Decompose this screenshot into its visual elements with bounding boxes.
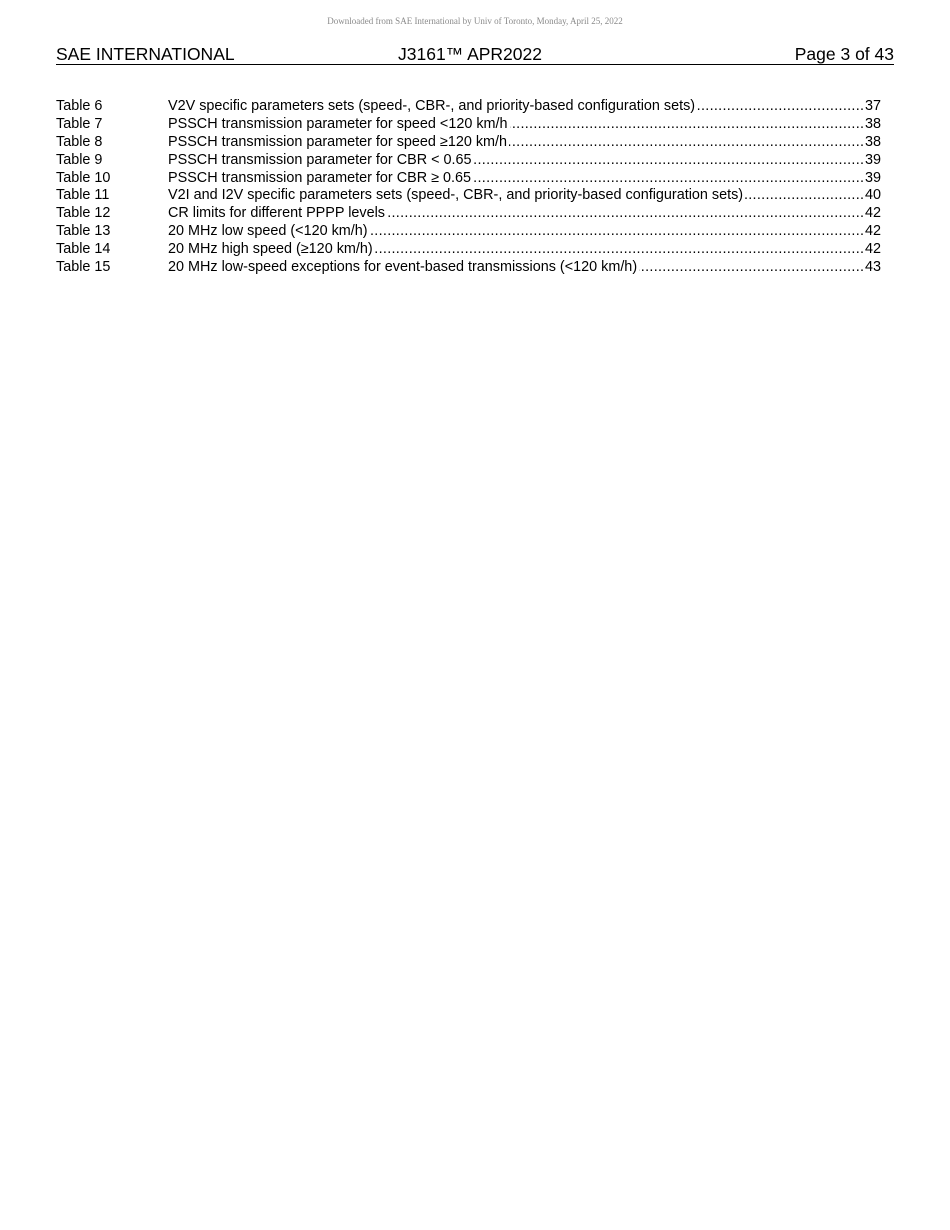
toc-entry-title: 20 MHz low-speed exceptions for event-based transmissions (<120 km/h) .....	[168, 259, 863, 277]
toc-entry-title: PSSCH transmission parameter for CBR < 0.65 .....	[168, 152, 863, 170]
toc-entry-label: Table 12	[56, 205, 111, 222]
toc-entry-label: Table 7	[56, 115, 103, 132]
toc-entry-page: 40	[864, 187, 881, 204]
toc-entry-title: PSSCH transmission parameter for CBR ≥ 0.65 .....	[168, 170, 863, 188]
toc-entry-title: 20 MHz high speed (≥120 km/h) .....	[168, 241, 863, 259]
toc-entry-page: 39	[864, 151, 881, 168]
toc-entry-page: 37	[864, 98, 881, 114]
toc-entry-label: Table 11	[56, 187, 110, 204]
toc-entry-page: 42	[864, 205, 881, 222]
toc-entry[interactable]	[56, 205, 881, 223]
toc-entry[interactable]	[56, 241, 881, 259]
toc-entry[interactable]	[56, 152, 881, 170]
toc-entry-label: Table 9	[56, 151, 103, 168]
toc-entry-page: 42	[864, 241, 881, 258]
toc-entry-page: 39	[864, 169, 881, 186]
toc-entry-label: Table 14	[56, 241, 111, 258]
publisher-name: SAE INTERNATIONAL	[56, 44, 235, 64]
toc-entry-label: Table 8	[56, 133, 103, 150]
toc-entry[interactable]	[56, 223, 881, 241]
toc-entry[interactable]	[56, 259, 881, 277]
toc-entry-title: V2I and I2V specific parameters sets (speed-, CBR-, and priority-based configuration sets) .....	[168, 187, 863, 205]
toc-entry-label: Table 6	[56, 98, 103, 114]
toc-entry[interactable]	[56, 170, 881, 188]
toc-entry-page: 43	[864, 259, 881, 276]
toc-entry-title: 20 MHz low speed (<120 km/h) .....	[168, 223, 863, 241]
toc-entry-label: Table 13	[56, 223, 111, 240]
toc-entry-title: V2V specific parameters sets (speed-, CBR-, and priority-based configuration sets) .....	[168, 98, 863, 116]
toc-entry[interactable]	[56, 98, 881, 116]
download-watermark: Downloaded from SAE International by Univ of Toronto, Monday, April 25, 2022	[327, 16, 623, 26]
toc-entry-page: 38	[864, 133, 881, 150]
toc-entry-label: Table 15	[56, 259, 111, 276]
page-number: Page 3 of 43	[794, 44, 894, 64]
toc-entry[interactable]	[56, 187, 881, 205]
toc-entry[interactable]	[56, 116, 881, 134]
toc-entry-page: 42	[864, 223, 881, 240]
toc-entry[interactable]	[56, 134, 881, 152]
toc-entry-page: 38	[864, 115, 881, 132]
toc-entry-title: PSSCH transmission parameter for speed ≥120 km/h .....	[168, 134, 863, 152]
list-of-tables	[56, 98, 881, 277]
document-id: J3161™ APR2022	[398, 44, 542, 64]
toc-entry-title: CR limits for different PPPP levels .....	[168, 205, 863, 223]
toc-entry-label: Table 10	[56, 169, 111, 186]
page-header	[56, 44, 894, 65]
toc-entry-title: PSSCH transmission parameter for speed <120 km/h .....	[168, 116, 863, 134]
